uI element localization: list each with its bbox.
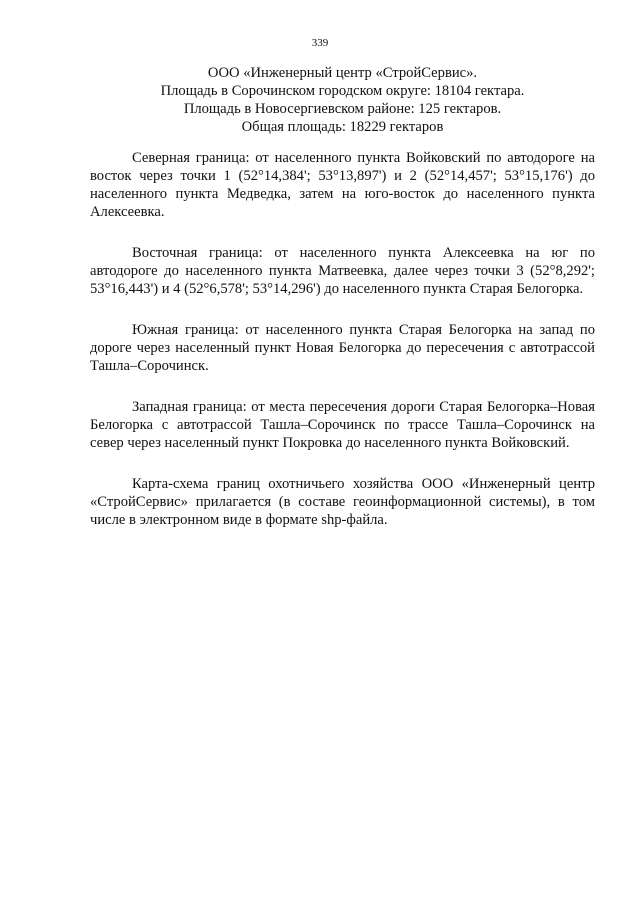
total-area: Общая площадь: 18229 гектаров — [241, 119, 444, 135]
eastern-border-paragraph: Восточная граница: от населенного пункта Алексеевка на юг по автодороге до населенного пункта Матвеевка, далее через точки 3 (52°8,292'; 53°16,443') и 4 (52°6,578'; 53°14,296') до населенного пункта Старая Белогорка. — [90, 245, 595, 297]
northern-border-paragraph: Северная граница: от населенного пункта Войковский по автодороге на восток через точки 1 (52°14,384'; 53°13,897') и 2 (52°14,457'; 53°15,176') до населенного пункта Медведка, затем на юго-восток до населенного пункта Алексеевка. — [90, 150, 595, 220]
document-header — [90, 64, 595, 136]
western-border-paragraph: Западная граница: от места пересечения дороги Старая Белогорка–Новая Белогорка с автотрассой Ташла–Сорочинск по трассе Ташла–Сорочинск на север через населенный пункт Покровка до населенного пункта Войковский. — [90, 399, 595, 451]
map-scheme-paragraph: Карта-схема границ охотничьего хозяйства ООО «Инженерный центр «СтройСервис» прилагается (в составе геоинформационной системы), в том числе в электронном виде в формате shp-файла. — [90, 476, 595, 528]
document-body — [90, 149, 595, 552]
area-sorochinsk: Площадь в Сорочинском городском округе: 18104 гектара. — [160, 83, 525, 99]
area-novosergievsky: Площадь в Новосергиевском районе: 125 гектаров. — [183, 101, 502, 117]
southern-border-paragraph: Южная граница: от населенного пункта Старая Белогорка на запад по дороге через населенный пункт Новая Белогорка до пересечения с автотрассой Ташла–Сорочинск. — [90, 322, 595, 374]
page-number: 339 — [311, 37, 329, 49]
organization-title: ООО «Инженерный центр «СтройСервис». — [207, 65, 478, 81]
